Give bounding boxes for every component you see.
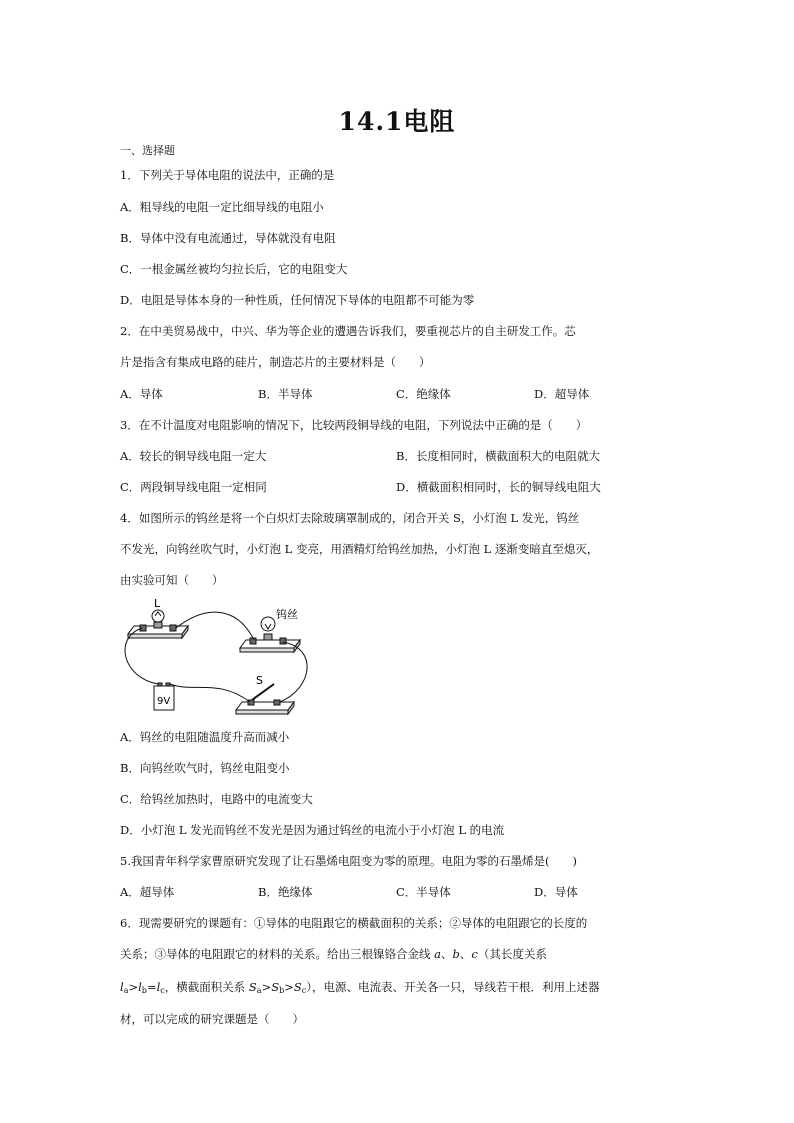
- q3-option-b: B．长度相同时，横截面积大的电阻就大: [396, 449, 600, 463]
- q6-s-sub-b: b: [279, 986, 285, 995]
- q2-option-d: D．超导体: [534, 387, 590, 401]
- q6-line2-text-b: （其长度关系: [477, 947, 547, 961]
- q2-option-b: B．半导体: [258, 387, 313, 401]
- q6-stem-line2: [120, 946, 547, 962]
- q4-option-b: B．向钨丝吹气时，钨丝电阻变小: [120, 761, 290, 775]
- q5-option-d: D．导体: [534, 885, 578, 899]
- q4-option-d: D．小灯泡 L 发光而钨丝不发光是因为通过钨丝的电流小于小灯泡 L 的电流: [120, 823, 505, 837]
- q4-stem-line1: 4．如图所示的钨丝是将一个白炽灯去除玻璃罩制成的，闭合开关 S，小灯泡 L 发光，钨丝: [120, 511, 580, 525]
- q6-s-c: S: [293, 980, 302, 994]
- q2-stem-line2: 片是指含有集成电路的硅片，制造芯片的主要材料是（ ）: [120, 355, 431, 369]
- q6-stem-line4: 材，可以完成的研究课题是（ ）: [120, 1012, 304, 1026]
- q5-option-a: A．超导体: [120, 885, 175, 899]
- q6-var-a: a: [434, 947, 442, 961]
- q6-sep1: 、: [441, 947, 453, 961]
- q6-l-b: l: [138, 980, 142, 994]
- circuit-figure: [118, 598, 323, 720]
- switch-label: S: [256, 674, 263, 687]
- q6-rel3: >: [261, 980, 272, 994]
- q6-s-b: S: [271, 980, 280, 994]
- q4-stem-line2: 不发光，向钨丝吹气时，小灯泡 L 变亮，用酒精灯给钨丝加热，小灯泡 L 逐渐变暗直至熄灭，: [120, 542, 599, 556]
- q6-sep2: 、: [459, 947, 472, 961]
- tungsten-board: [240, 617, 300, 652]
- q6-sub-b: b: [141, 986, 147, 995]
- q1-option-d: D．电阻是导体本身的一种性质，任何情况下导体的电阻都不可能为零: [120, 293, 475, 307]
- q6-line2-text-a: 关系；③导体的电阻跟它的材料的关系。给出三根镍铬合金线: [120, 947, 435, 961]
- q5-option-c: C．半导体: [396, 885, 451, 899]
- q6-line3-end: ），电源、电流表、开关各一只，导线若干根．利用上述器: [306, 980, 600, 994]
- q1-stem: 1．下列关于导体电阻的说法中，正确的是: [120, 168, 335, 182]
- q3-option-d: D．横截面积相同时，长的铜导线电阻大: [396, 480, 601, 494]
- q6-stem-line3: [120, 979, 599, 999]
- q4-option-a: A．钨丝的电阻随温度升高而减小: [120, 730, 290, 744]
- q6-rel2: =: [146, 980, 157, 994]
- q6-rel4: >: [284, 980, 294, 994]
- q6-s-a: S: [248, 980, 257, 994]
- q4-stem-line3: 由实验可知（ ）: [120, 573, 224, 587]
- q6-var-c: c: [471, 947, 478, 961]
- tungsten-label: 钨丝: [276, 608, 298, 621]
- q2-option-a: A．导体: [120, 387, 163, 401]
- q6-rel1: >: [128, 980, 139, 994]
- wire-switch-battery: [170, 684, 250, 702]
- lamp-board: [128, 610, 188, 638]
- q6-sub-c: c: [160, 986, 165, 995]
- q1-option-b: B．导体中没有电流通过，导体就没有电阻: [120, 231, 336, 245]
- q6-s-sub-c: c: [301, 986, 307, 995]
- section-heading: 一、选择题: [120, 144, 175, 157]
- q4-option-c: C．给钨丝加热时，电路中的电流变大: [120, 792, 313, 806]
- q6-l-c: l: [156, 980, 161, 994]
- q6-line3-mid: ，横截面积关系: [164, 980, 249, 994]
- page-title: 14.1电阻: [338, 107, 456, 136]
- q3-option-a: A．较长的铜导线电阻一定大: [120, 449, 267, 463]
- q6-sub-a: a: [123, 986, 129, 995]
- q6-l-a: l: [120, 980, 124, 994]
- q5-stem: 5.我国青年科学家曹原研究发现了让石墨烯电阻变为零的原理。电阻为零的石墨烯是( ): [120, 854, 577, 868]
- q6-stem-line1: 6．现需要研究的课题有：①导体的电阻跟它的横截面积的关系；②导体的电阻跟它的长度的: [120, 916, 588, 930]
- q1-option-a: A．粗导线的电阻一定比细导线的电阻小: [120, 200, 324, 214]
- q3-option-c: C．两段铜导线电阻一定相同: [120, 480, 267, 494]
- battery-label: 9V: [157, 696, 171, 707]
- q2-stem-line1: 2．在中美贸易战中，中兴、华为等企业的遭遇告诉我们，要重视芯片的自主研发工作。芯: [120, 324, 576, 338]
- q6-s-sub-a: a: [256, 986, 262, 995]
- q2-option-c: C．绝缘体: [396, 387, 451, 401]
- q6-var-b: b: [452, 947, 460, 961]
- q5-option-b: B．绝缘体: [258, 885, 313, 899]
- q3-stem: 3．在不计温度对电阻影响的情况下，比较两段铜导线的电阻，下列说法中正确的是（ ）: [120, 418, 588, 432]
- lamp-label: L: [154, 598, 161, 610]
- q1-option-c: C．一根金属丝被均匀拉长后，它的电阻变大: [120, 262, 348, 276]
